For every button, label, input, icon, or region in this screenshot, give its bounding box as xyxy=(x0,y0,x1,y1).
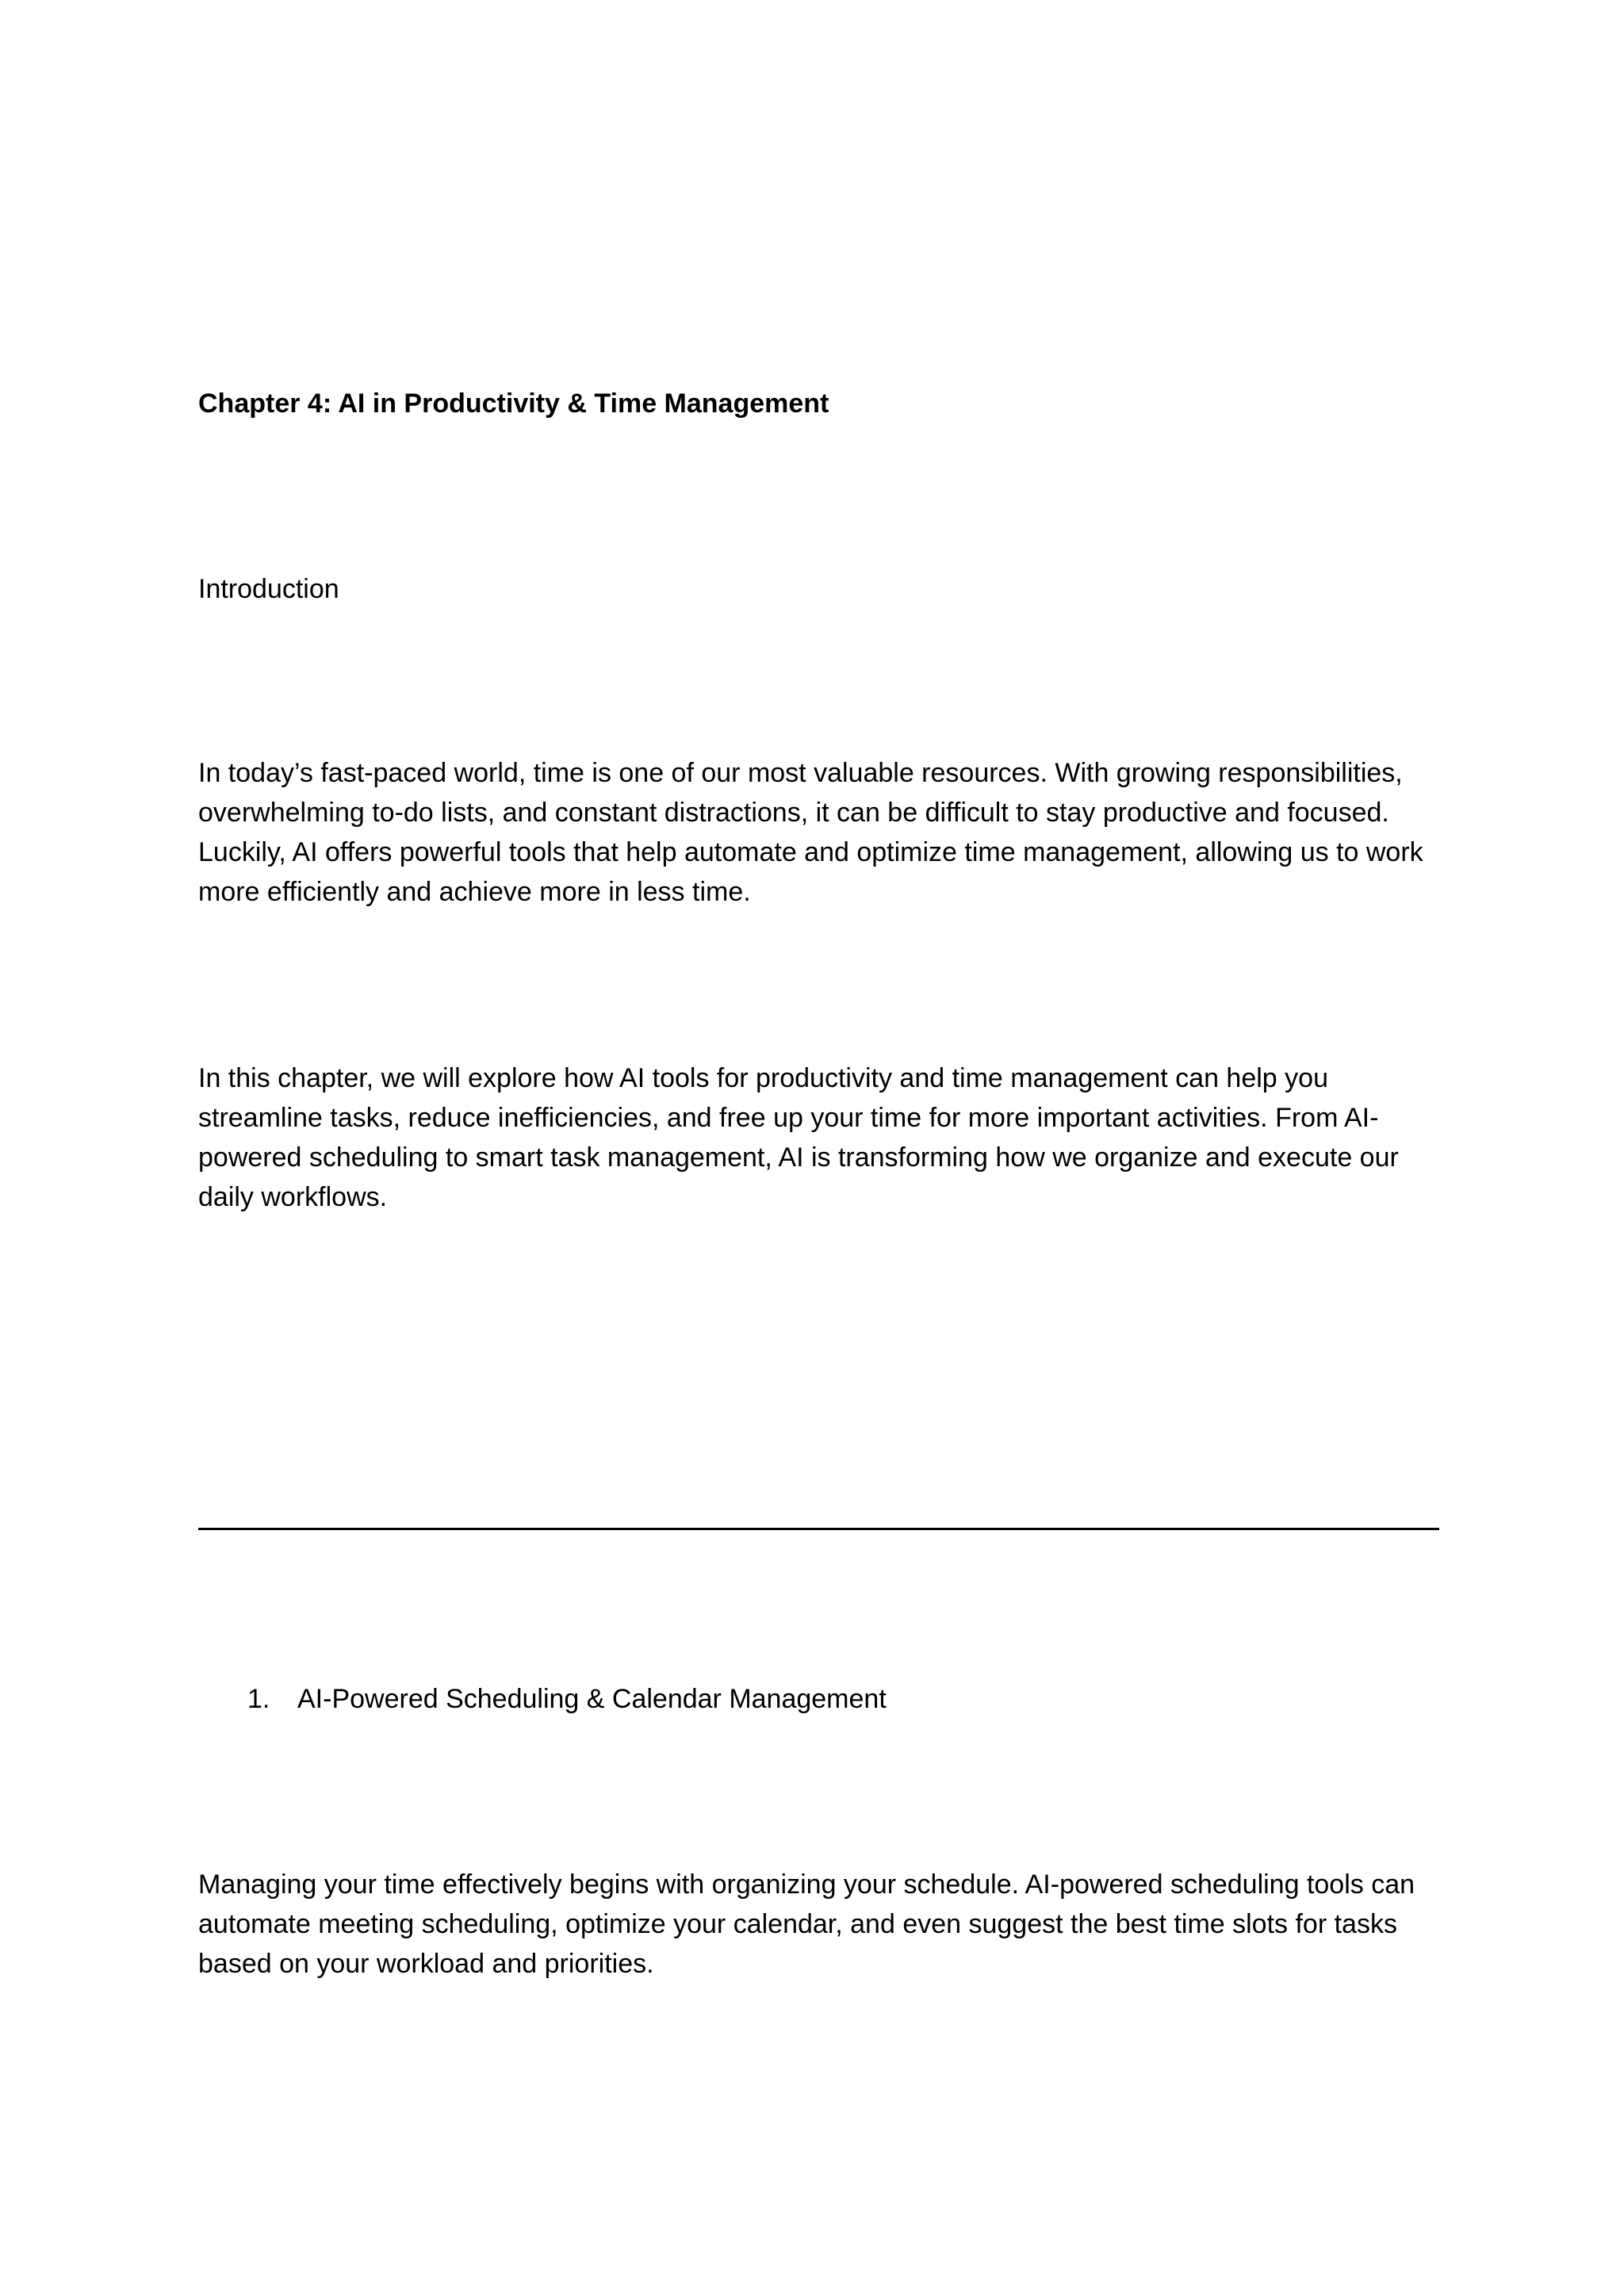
section-number: 1. xyxy=(247,1684,270,1714)
scheduling-paragraph: Managing your time effectively begins with organizing your schedule. AI-powered scheduling tools can automate meeting scheduling, optimize your calendar, and even suggest the best time slots for tasks based on your workload and priorities. xyxy=(198,1869,1415,1979)
intro-paragraph-2: In this chapter, we will explore how AI tools for productivity and time management can help you streamline tasks, reduce inefficiencies, and free up your time for more important activities. From AI-powered scheduling to smart task management, AI is transforming how we organize and execute our daily workflows. xyxy=(198,1063,1399,1212)
intro-paragraph-1: In today’s fast-paced world, time is one of our most valuable resources. With growing responsibilities, overwhelming to-do lists, and constant distractions, it can be difficult to stay productive and focused. Luckily, AI offers powerful tools that help automate and optimize time management, allowing us to work more efficiently and achieve more in less time. xyxy=(198,758,1423,907)
section-heading-scheduling xyxy=(247,1679,887,1719)
horizontal-rule xyxy=(198,1528,1439,1530)
section-heading-text: AI-Powered Scheduling & Calendar Management xyxy=(297,1684,887,1714)
chapter-title: Chapter 4: AI in Productivity & Time Management xyxy=(198,388,829,419)
introduction-heading: Introduction xyxy=(198,574,339,604)
